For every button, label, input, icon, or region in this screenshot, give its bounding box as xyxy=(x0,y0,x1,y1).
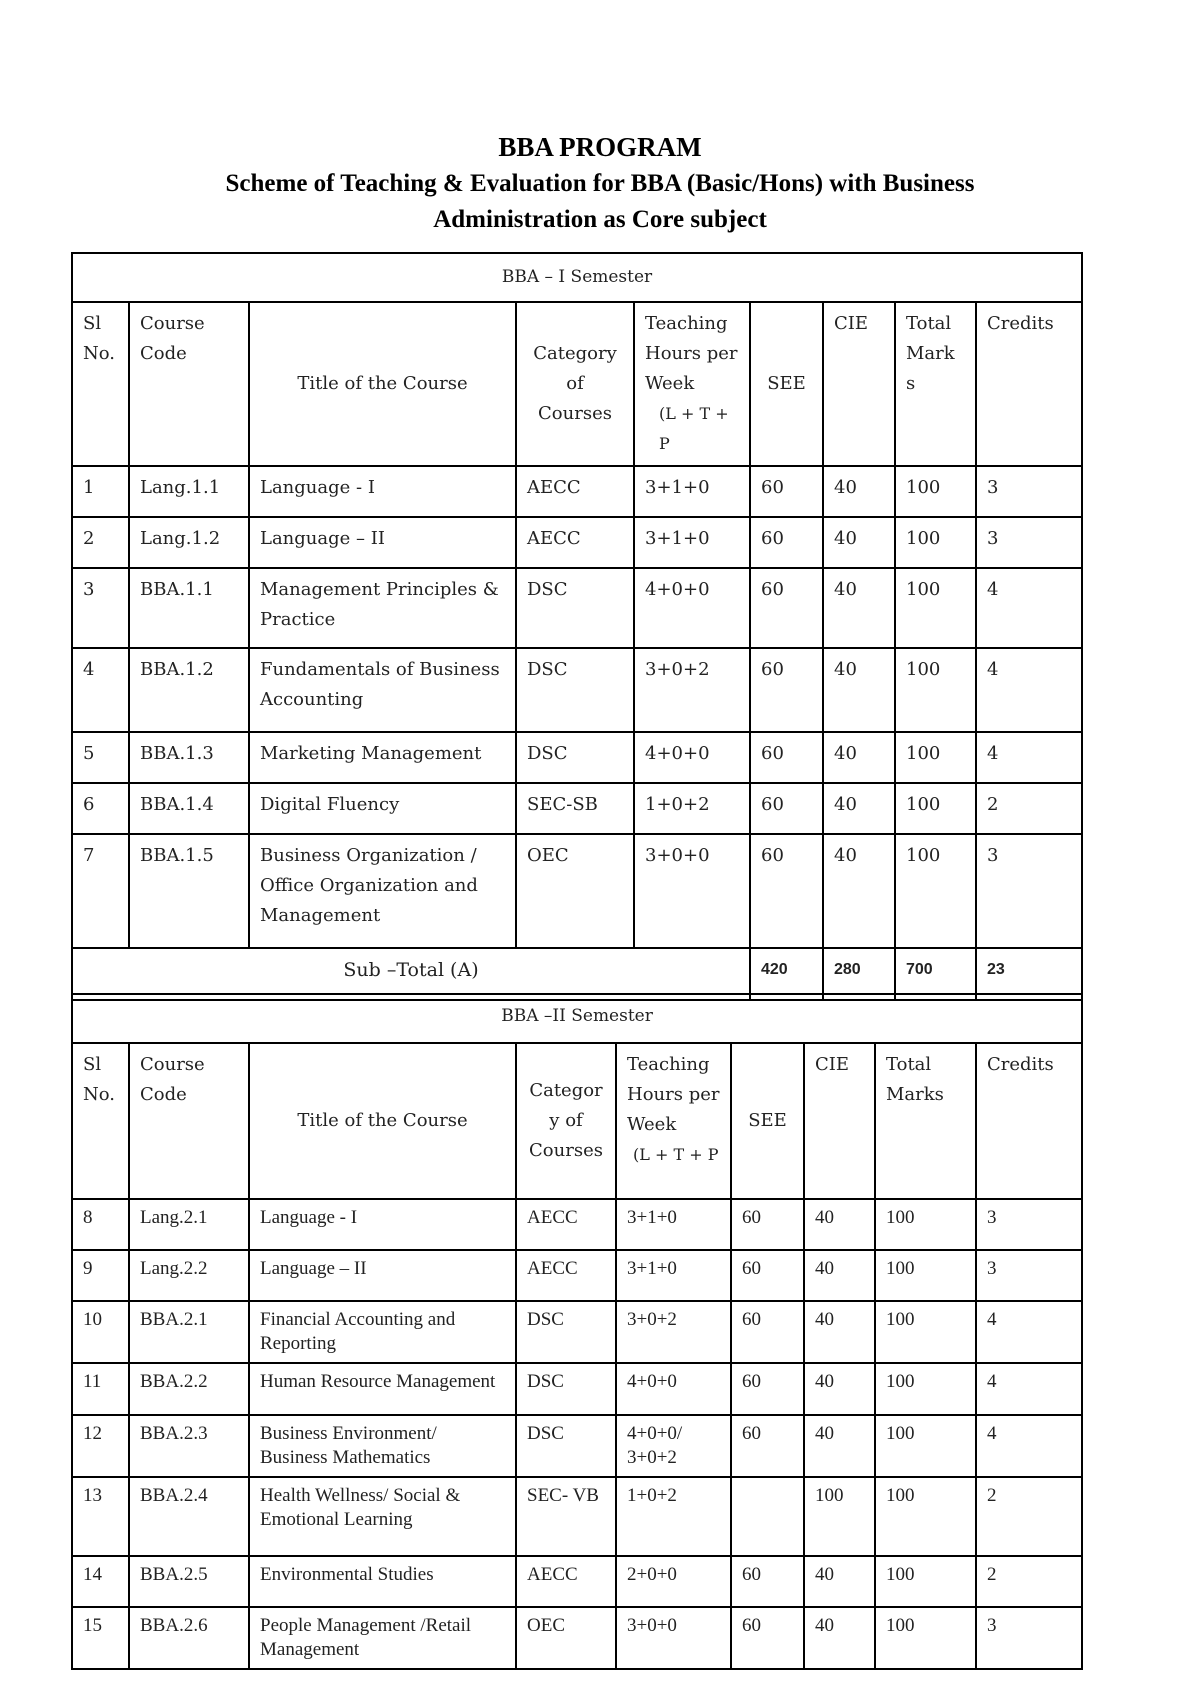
cell-hours: 2+0+0 xyxy=(616,1556,731,1607)
cell-category: DSC xyxy=(516,1363,616,1415)
header-code: Course Code xyxy=(129,302,249,466)
cell-cie: 40 xyxy=(804,1415,875,1477)
cell-sl: 9 xyxy=(72,1250,129,1301)
cell-title: Environmental Studies xyxy=(249,1556,516,1607)
header-category: Categor y of Courses xyxy=(516,1043,616,1199)
cell-code: BBA.2.3 xyxy=(129,1415,249,1477)
cell-cie: 40 xyxy=(804,1607,875,1669)
sem1-table xyxy=(71,252,1083,1001)
cell-category: DSC xyxy=(516,732,634,783)
table-row xyxy=(72,517,1082,568)
cell-see: 60 xyxy=(731,1415,804,1477)
table-row xyxy=(72,834,1082,948)
cell-hours: 3+0+2 xyxy=(634,648,750,732)
cell-cie: 40 xyxy=(804,1363,875,1415)
cell-title: Business Organization / Office Organization and Management xyxy=(249,834,516,948)
cell-total: 100 xyxy=(875,1250,976,1301)
table-row xyxy=(72,648,1082,732)
cell-code: BBA.1.1 xyxy=(129,568,249,648)
subtotal-total: 700 xyxy=(895,948,976,1000)
cell-see: 60 xyxy=(731,1301,804,1363)
header-hours-label: Teaching Hours per Week xyxy=(627,1054,720,1135)
cell-hours: 3+1+0 xyxy=(634,466,750,517)
cell-see: 60 xyxy=(750,648,823,732)
cell-credits: 4 xyxy=(976,568,1082,648)
cell-title: Language – II xyxy=(249,517,516,568)
cell-code: BBA.2.2 xyxy=(129,1363,249,1415)
cell-title: Human Resource Management xyxy=(249,1363,516,1415)
cell-see: 60 xyxy=(731,1250,804,1301)
header-see: SEE xyxy=(750,302,823,466)
table-row xyxy=(72,1415,1082,1477)
cell-cie: 40 xyxy=(823,517,895,568)
cell-credits: 4 xyxy=(976,1363,1082,1415)
cell-category: DSC xyxy=(516,568,634,648)
cell-total: 100 xyxy=(895,466,976,517)
cell-see: 60 xyxy=(750,517,823,568)
cell-see: 60 xyxy=(731,1199,804,1250)
cell-code: Lang.1.2 xyxy=(129,517,249,568)
cell-total: 100 xyxy=(875,1556,976,1607)
header-hours xyxy=(634,302,750,466)
cell-title: Business Environment/ Business Mathematics xyxy=(249,1415,516,1477)
cell-category: DSC xyxy=(516,1301,616,1363)
cell-total: 100 xyxy=(895,517,976,568)
cell-sl: 13 xyxy=(72,1477,129,1556)
sem1-label: BBA – I Semester xyxy=(72,253,1082,302)
cell-sl: 4 xyxy=(72,648,129,732)
cell-code: BBA.1.5 xyxy=(129,834,249,948)
cell-see: 60 xyxy=(750,568,823,648)
cell-category: AECC xyxy=(516,517,634,568)
cell-credits: 2 xyxy=(976,1556,1082,1607)
cell-title: Financial Accounting and Reporting xyxy=(249,1301,516,1363)
cell-code: Lang.1.1 xyxy=(129,466,249,517)
header-total: Total Mark s xyxy=(895,302,976,466)
cell-total: 100 xyxy=(875,1607,976,1669)
header-category: Category of Courses xyxy=(516,302,634,466)
cell-category: AECC xyxy=(516,1556,616,1607)
cell-see: 60 xyxy=(731,1363,804,1415)
cell-see: 60 xyxy=(750,783,823,834)
cell-credits: 3 xyxy=(976,834,1082,948)
cell-code: BBA.1.2 xyxy=(129,648,249,732)
cell-title: Management Principles & Practice xyxy=(249,568,516,648)
table-row xyxy=(72,783,1082,834)
cell-code: BBA.2.5 xyxy=(129,1556,249,1607)
cell-total: 100 xyxy=(875,1477,976,1556)
header-title: Title of the Course xyxy=(249,1043,516,1199)
cell-cie: 40 xyxy=(823,568,895,648)
cell-credits: 2 xyxy=(976,783,1082,834)
cell-code: Lang.2.1 xyxy=(129,1199,249,1250)
cell-sl: 15 xyxy=(72,1607,129,1669)
cell-credits: 3 xyxy=(976,1250,1082,1301)
cell-title: Fundamentals of Business Accounting xyxy=(249,648,516,732)
cell-sl: 1 xyxy=(72,466,129,517)
cell-title: Health Wellness/ Social & Emotional Learning xyxy=(249,1477,516,1556)
doc-subtitle-line2: Administration as Core subject xyxy=(433,206,767,233)
cell-title: Language - I xyxy=(249,466,516,517)
table-row xyxy=(72,1250,1082,1301)
header-total: Total Marks xyxy=(875,1043,976,1199)
cell-credits: 4 xyxy=(976,1415,1082,1477)
header-credits: Credits xyxy=(976,302,1082,466)
doc-subtitle-line1: Scheme of Teaching & Evaluation for BBA (Basic/Hons) with Business xyxy=(225,170,975,197)
cell-category: AECC xyxy=(516,466,634,517)
cell-see: 60 xyxy=(750,732,823,783)
cell-cie: 40 xyxy=(823,834,895,948)
sem2-table xyxy=(71,993,1083,1670)
cell-total: 100 xyxy=(895,648,976,732)
cell-hours: 3+1+0 xyxy=(616,1250,731,1301)
subtotal-cie: 280 xyxy=(823,948,895,1000)
cell-code: BBA.2.1 xyxy=(129,1301,249,1363)
cell-cie: 40 xyxy=(804,1301,875,1363)
cell-category: DSC xyxy=(516,648,634,732)
cell-sl: 2 xyxy=(72,517,129,568)
cell-credits: 3 xyxy=(976,1607,1082,1669)
cell-category: SEC- VB xyxy=(516,1477,616,1556)
header-sl: Sl No. xyxy=(72,302,129,466)
header-hours-label: Teaching Hours per Week xyxy=(645,313,738,394)
cell-hours: 4+0+0 xyxy=(616,1363,731,1415)
table-row xyxy=(72,732,1082,783)
cell-credits: 3 xyxy=(976,466,1082,517)
header-sl: Sl No. xyxy=(72,1043,129,1199)
cell-code: BBA.1.4 xyxy=(129,783,249,834)
table-row xyxy=(72,1199,1082,1250)
cell-total: 100 xyxy=(895,568,976,648)
cell-title: Language – II xyxy=(249,1250,516,1301)
header-see: SEE xyxy=(731,1043,804,1199)
cell-title: People Management /Retail Management xyxy=(249,1607,516,1669)
header-cie: CIE xyxy=(804,1043,875,1199)
cell-total: 100 xyxy=(895,732,976,783)
cell-sl: 6 xyxy=(72,783,129,834)
cell-sl: 5 xyxy=(72,732,129,783)
cell-hours: 3+0+2 xyxy=(616,1301,731,1363)
cell-total: 100 xyxy=(895,783,976,834)
cell-total: 100 xyxy=(875,1199,976,1250)
table-row xyxy=(72,568,1082,648)
cell-category: AECC xyxy=(516,1250,616,1301)
cell-category: SEC-SB xyxy=(516,783,634,834)
sem1-header-row xyxy=(72,302,1082,466)
cell-category: OEC xyxy=(516,1607,616,1669)
subtotal-see: 420 xyxy=(750,948,823,1000)
header-title: Title of the Course xyxy=(249,302,516,466)
cell-total: 100 xyxy=(875,1415,976,1477)
cell-hours: 1+0+2 xyxy=(616,1477,731,1556)
header-credits: Credits xyxy=(976,1043,1082,1199)
cell-see: 60 xyxy=(750,834,823,948)
cell-see: 60 xyxy=(731,1556,804,1607)
cell-total: 100 xyxy=(875,1301,976,1363)
cell-title: Marketing Management xyxy=(249,732,516,783)
header-code: Course Code xyxy=(129,1043,249,1199)
cell-sl: 10 xyxy=(72,1301,129,1363)
table-row xyxy=(72,1477,1082,1556)
cell-cie: 40 xyxy=(804,1556,875,1607)
cell-see: 60 xyxy=(731,1607,804,1669)
cell-credits: 4 xyxy=(976,1301,1082,1363)
cell-hours: 3+1+0 xyxy=(634,517,750,568)
cell-total: 100 xyxy=(895,834,976,948)
cell-hours: 3+0+0 xyxy=(616,1607,731,1669)
cell-hours: 4+0+0 xyxy=(634,568,750,648)
cell-cie: 40 xyxy=(823,732,895,783)
cell-cie: 40 xyxy=(823,466,895,517)
header-hours xyxy=(616,1043,731,1199)
cell-sl: 7 xyxy=(72,834,129,948)
cell-sl: 3 xyxy=(72,568,129,648)
cell-sl: 12 xyxy=(72,1415,129,1477)
cell-credits: 2 xyxy=(976,1477,1082,1556)
cell-title: Digital Fluency xyxy=(249,783,516,834)
cell-hours: 4+0+0/ 3+0+2 xyxy=(616,1415,731,1477)
header-cie: CIE xyxy=(823,302,895,466)
cell-sl: 14 xyxy=(72,1556,129,1607)
cell-code: Lang.2.2 xyxy=(129,1250,249,1301)
sem2-header-row xyxy=(72,1043,1082,1199)
cell-see: 60 xyxy=(750,466,823,517)
cell-total: 100 xyxy=(875,1363,976,1415)
sem2-label: BBA –II Semester xyxy=(72,994,1082,1043)
cell-title: Language - I xyxy=(249,1199,516,1250)
cell-category: DSC xyxy=(516,1415,616,1477)
cell-sl: 8 xyxy=(72,1199,129,1250)
cell-hours: 3+1+0 xyxy=(616,1199,731,1250)
cell-cie: 40 xyxy=(804,1199,875,1250)
cell-cie: 40 xyxy=(823,648,895,732)
cell-credits: 3 xyxy=(976,517,1082,568)
cell-credits: 3 xyxy=(976,1199,1082,1250)
cell-category: OEC xyxy=(516,834,634,948)
subtotal-credits: 23 xyxy=(976,948,1082,1000)
table-row xyxy=(72,1607,1082,1669)
cell-category: AECC xyxy=(516,1199,616,1250)
cell-cie: 40 xyxy=(823,783,895,834)
doc-title: BBA PROGRAM xyxy=(498,132,702,162)
table-row xyxy=(72,1363,1082,1415)
cell-code: BBA.1.3 xyxy=(129,732,249,783)
table-row xyxy=(72,1301,1082,1363)
cell-sl: 11 xyxy=(72,1363,129,1415)
cell-hours: 1+0+2 xyxy=(634,783,750,834)
cell-see xyxy=(731,1477,804,1556)
cell-credits: 4 xyxy=(976,648,1082,732)
cell-hours: 4+0+0 xyxy=(634,732,750,783)
cell-code: BBA.2.6 xyxy=(129,1607,249,1669)
cell-code: BBA.2.4 xyxy=(129,1477,249,1556)
subtotal-label: Sub –Total (A) xyxy=(72,948,750,1000)
cell-cie: 40 xyxy=(804,1250,875,1301)
header-hours-sub: (L + T + P xyxy=(633,1145,719,1164)
table-row xyxy=(72,1556,1082,1607)
header-hours-sub: (L + T + P xyxy=(659,404,729,453)
cell-cie: 100 xyxy=(804,1477,875,1556)
cell-credits: 4 xyxy=(976,732,1082,783)
cell-hours: 3+0+0 xyxy=(634,834,750,948)
table-row xyxy=(72,466,1082,517)
